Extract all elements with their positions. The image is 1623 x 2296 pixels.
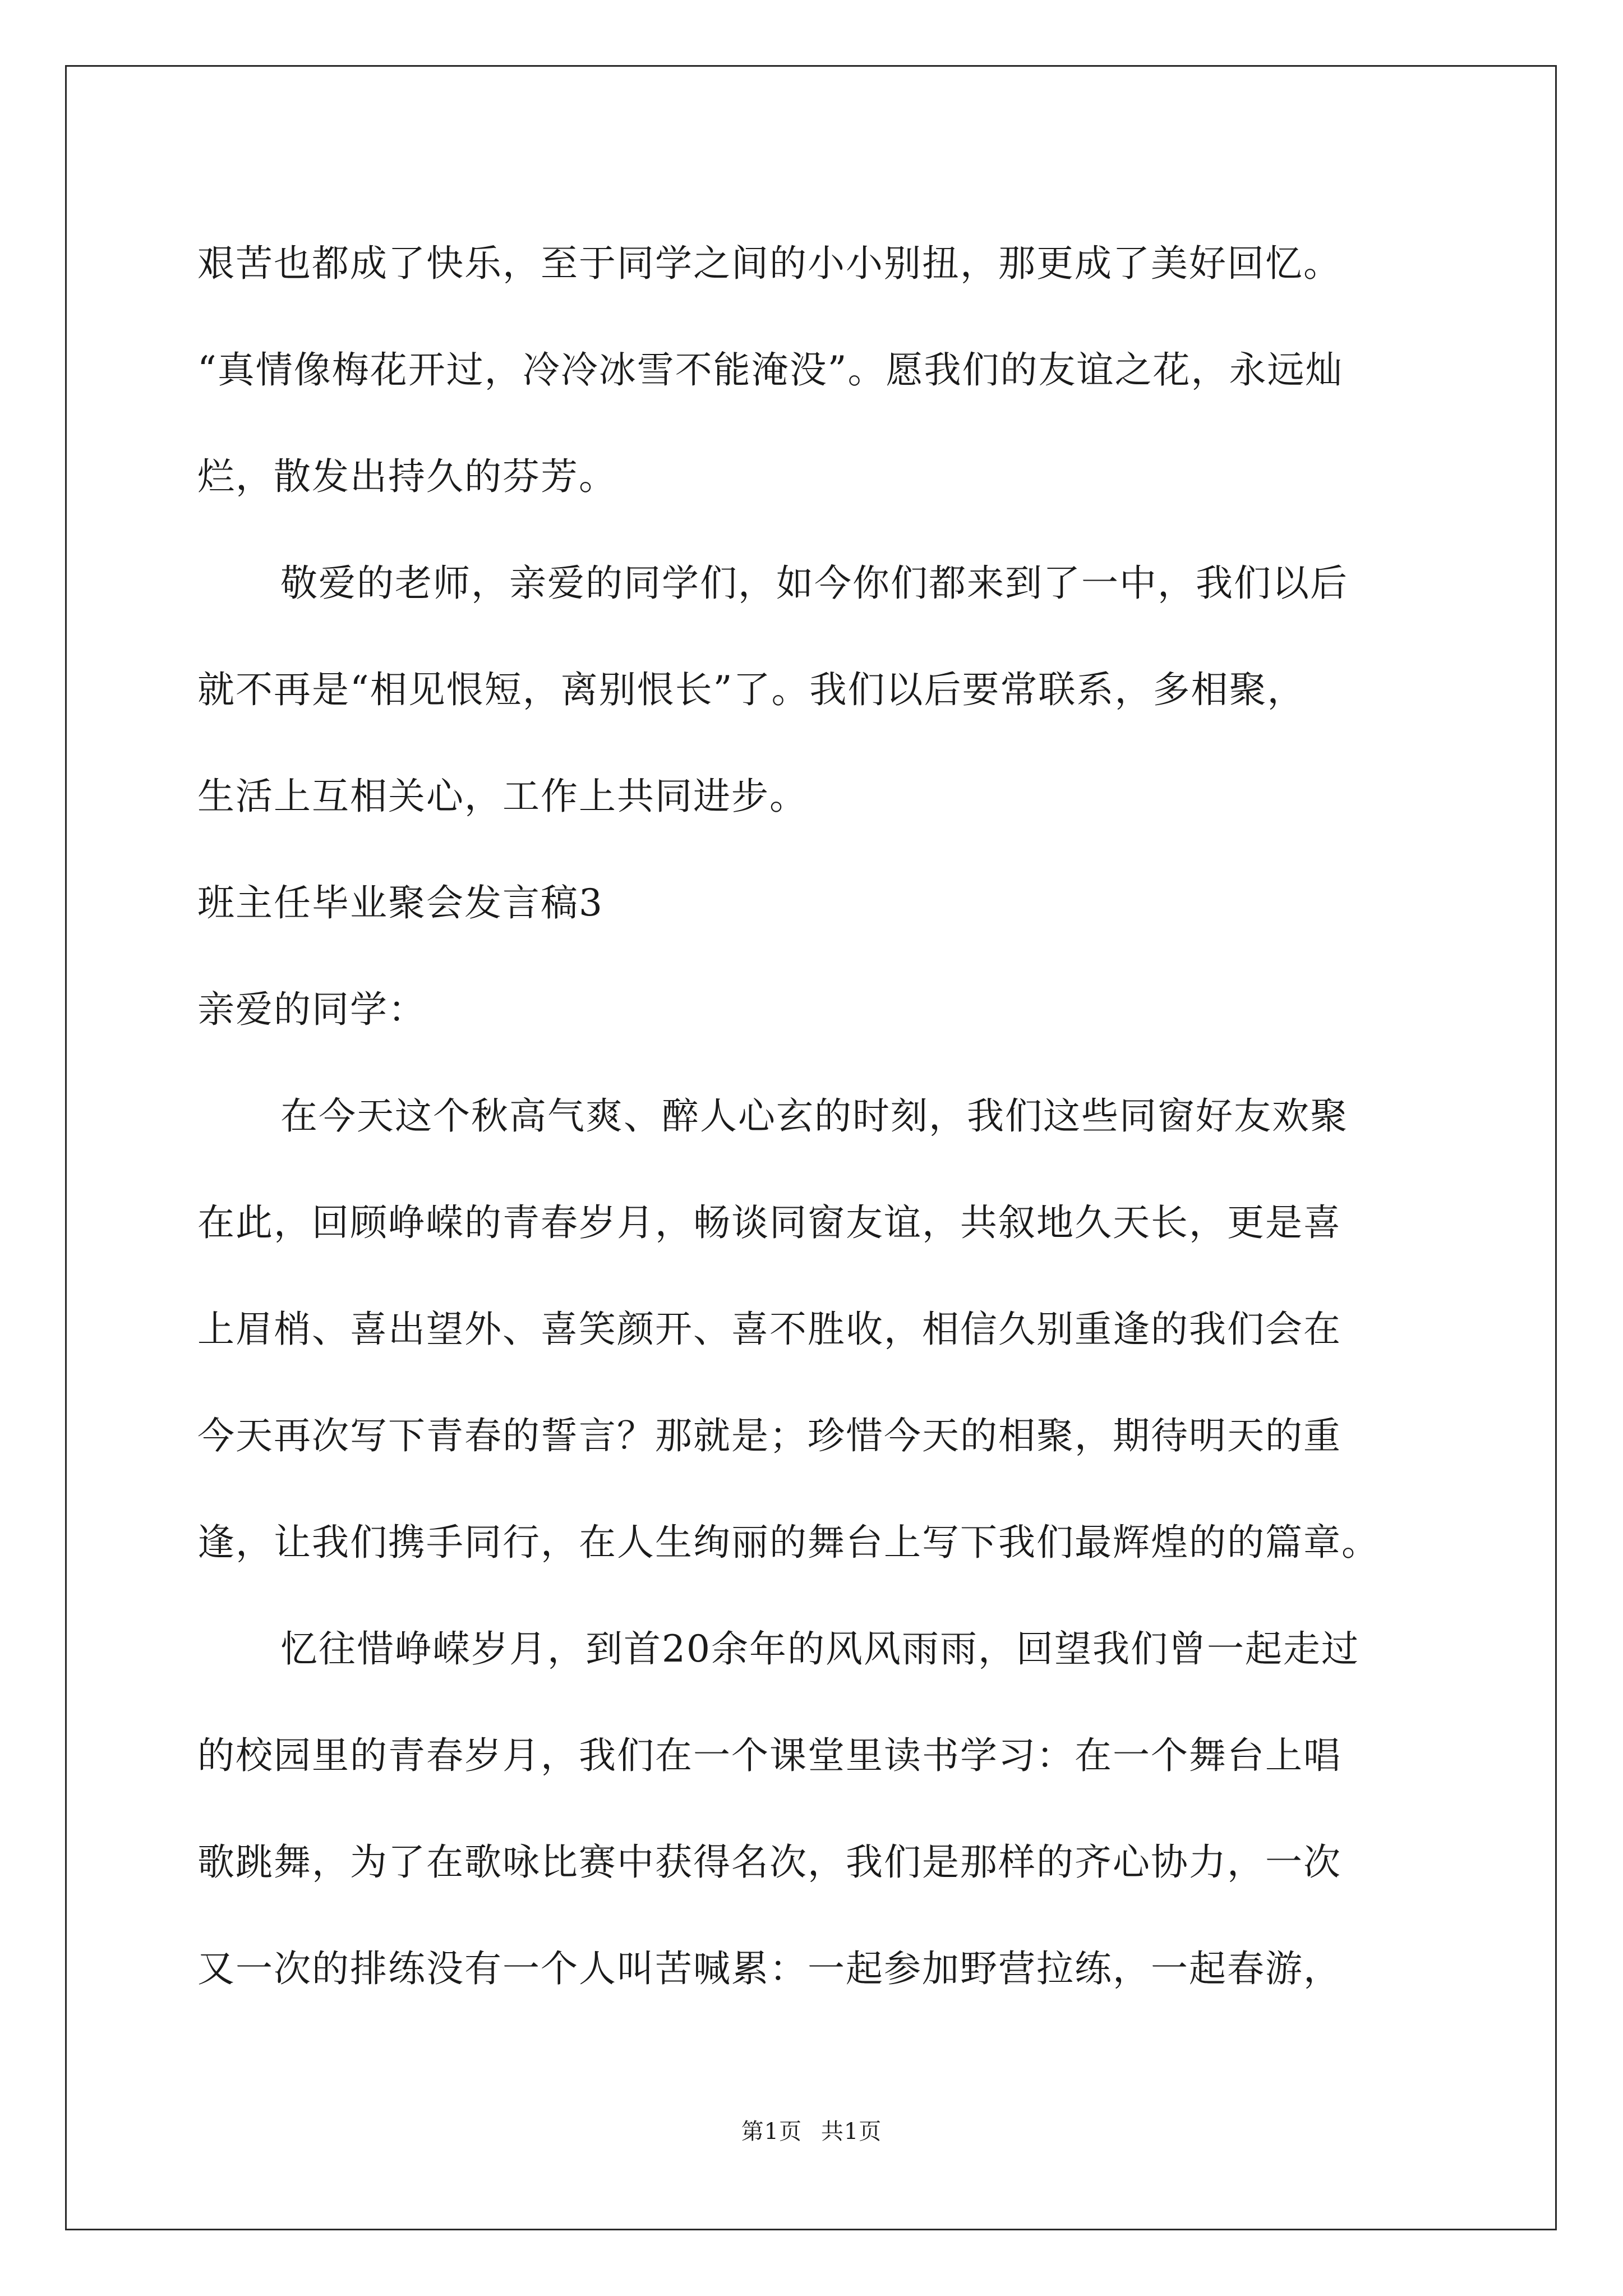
text-line: 在此，回顾峥嵘的青春岁月，畅谈同窗友谊，共叙地久天长，更是喜 (197, 1201, 1341, 1244)
page-footer (0, 2115, 1623, 2148)
text-line: 生活上互相关心，工作上共同进步。 (197, 775, 808, 818)
text-line: “真情像梅花开过，冷冷冰雪不能淹没”。愿我们的友谊之花，永远灿 (197, 348, 1344, 392)
text-line: 在今天这个秋高气爽、醉人心玄的时刻，我们这些同窗好友欢聚 (280, 1094, 1348, 1138)
page-total: 共1页 (820, 2119, 882, 2145)
text-line: 就不再是“相见恨短，离别恨长”了。我们以后要常联系，多相聚， (197, 668, 1306, 711)
text-line: 的校园里的青春岁月，我们在一个课堂里读书学习：在一个舞台上唱 (197, 1734, 1341, 1777)
text-line: 歌跳舞，为了在歌咏比赛中获得名次，我们是那样的齐心协力，一次 (197, 1841, 1341, 1884)
text-line: 艰苦也都成了快乐，至于同学之间的小小别扭，那更成了美好回忆。 (197, 242, 1341, 285)
text-line: 忆往惜峥嵘岁月，到首20余年的风风雨雨，回望我们曾一起走过 (280, 1627, 1359, 1671)
page-number: 第1页 (741, 2119, 803, 2145)
text-line: 逢，让我们携手同行，在人生绚丽的舞台上写下我们最辉煌的的篇章。 (197, 1521, 1380, 1564)
section-heading: 班主任毕业聚会发言稿3 (197, 881, 603, 924)
salutation: 亲爱的同学： (197, 988, 426, 1031)
text-line: 上眉梢、喜出望外、喜笑颜开、喜不胜收，相信久别重逢的我们会在 (197, 1308, 1341, 1351)
text-line: 今天再次写下青春的誓言？那就是；珍惜今天的相聚，期待明天的重 (197, 1414, 1341, 1457)
document-body (197, 210, 1431, 2022)
text-line: 敬爱的老师，亲爱的同学们，如今你们都来到了一中，我们以后 (280, 562, 1348, 605)
text-line: 又一次的排练没有一个人叫苦喊累：一起参加野营拉练，一起春游， (197, 1947, 1341, 1990)
text-line: 烂，散发出持久的芬芳。 (197, 455, 617, 498)
